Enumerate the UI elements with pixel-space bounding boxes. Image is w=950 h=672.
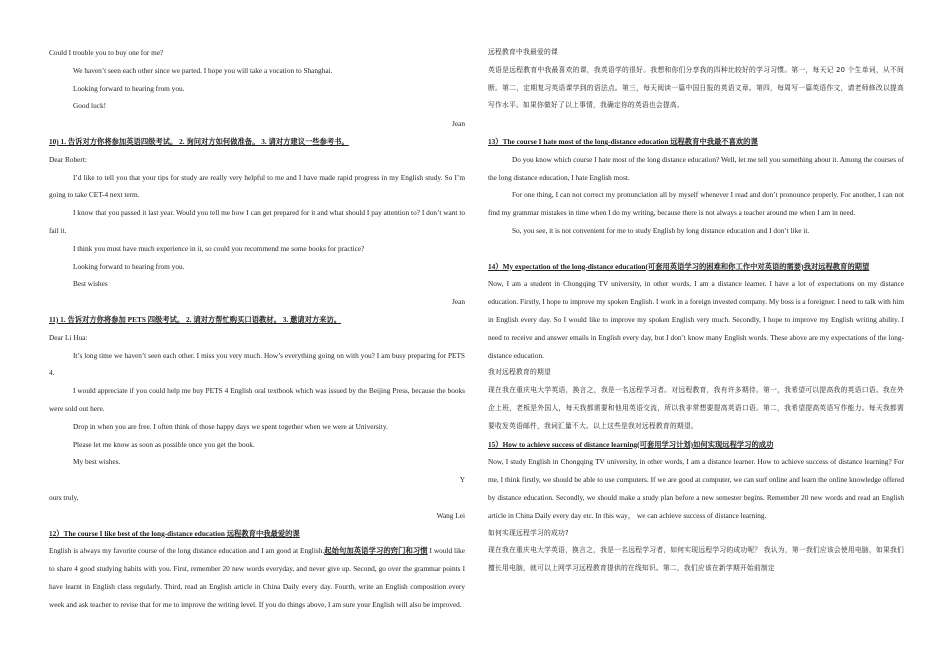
section-heading-15: 15）How to achieve success of distance learning(可套用学习计划)如何实现远程学习的成功 (488, 439, 774, 449)
paragraph-text: I would like to share 4 good studying habits with you. First, remember 20 new words everyday, and never give up. Second, go over the grammar points I have learnt in English class regularly. Third, read an English article in China Daily every day. Fourth, write an English composition every week and ask teacher to revise that for me to improve the writing level. If you do things above, I am sure your English will also be improved. (49, 546, 465, 609)
text-line: 远程教育中我最爱的课 (488, 48, 558, 56)
paragraph: Now, I study English in Chongqing TV university, in other words, I am a distance learner. How to achieve success of distance learning? For me, I think firstly, we should be able to use computers. If we are good at computer, we can surf online and learn the online knowledge offered by distance education. Secondly, we should make a study plan before a new semester begins. Remember 20 new words and read an English article in China Daily every day etc. In this way， we can achieve success of distance learning. (488, 457, 904, 520)
text-line: Y (459, 475, 465, 485)
section-heading-14: 14）My expectation of the long-distance education(可套用英语学习的困难和你工作中对英语的需要)我对远程教育的期望 (488, 261, 870, 271)
paragraph: I’d like to tell you that your tips for study are really very helpful to me and I have made rapid progress in my English study. So I’m going to take CET-4 next term. (49, 172, 465, 200)
signature: Jean (452, 297, 465, 307)
paragraph: So, you see, it is not convenient for me to study English by long distance education and I don’t like it. (512, 225, 810, 235)
signature: Wang Lei (436, 510, 465, 520)
paragraph-text: English is always my favorite course of the long distance education and I am good at English. (49, 546, 325, 556)
paragraph: 现在我在重庆电大学英语，换言之，我是一名远程学习者，如何实现远程学习的成功呢？ 我认为，第一我们应该会使用电脑，如果我们擅长用电脑，就可以上网学习远程教育提供的在线知识。第二，我们应该在新学期开始前制定 (488, 546, 904, 573)
text-line: We haven’t seen each other since we parted. I hope you will take a vocation to Shanghai. (73, 65, 333, 75)
paragraph: I know that you passed it last year. Would you tell me how I can get prepared for it and what should I pay attention to? I don’t want to fail it. (49, 208, 465, 235)
paragraph (49, 542, 465, 613)
paragraph: 英语是远程教育中我最喜欢的课，我英语学的很好。我想和你们分享我的四种比较好的学习习惯。第一，每天记 20 个生单词，从不间断。第二，定期复习英语课学到的语法点。第三，每天阅读一篇中国日报的英语文章。第四，每周写一篇英语作文，请老师修改以提高写作水平。如果你做好了以上事情，我确定你的英语也会提高。 (488, 65, 904, 110)
text-line: 我对远程教育的期望 (488, 368, 551, 377)
text-line: Looking forward to hearing from you. (73, 83, 185, 93)
text-line: Please let me know as soon as possible once you get the book. (73, 439, 255, 449)
text-line: ours truly, (49, 492, 79, 502)
highlighted-note: 起始句加英语学习的窍门和习惯 (324, 546, 428, 556)
text-line: Looking forward to hearing from you. (73, 261, 185, 271)
signature: Jean (452, 119, 465, 129)
paragraph: I would appreciate if you could help me buy PETS 4 English oral textbook which was issued by the Beijing Press, because the books were sold out here. (49, 386, 465, 413)
paragraph: Drop in when you are free. I often think of those happy days we spent together when we were at University. (73, 421, 388, 431)
text-line: Best wishes (73, 279, 108, 289)
section-heading-11: 11) 1. 告诉对方你将参加 PETS 四级考试。 2. 请对方帮忙购买口语教材。 3. 邀请对方来访。 (49, 314, 342, 324)
paragraph: 现在我在重庆电大学英语，换言之，我是一名远程学习者。对远程教育，我有许多期待。第一，我希望可以提高我的英语口语。我在外企上班，老板是外国人，每天我都需要和他用英语交流，所以我非常想要提高英语口语。第二，我希望提高英语写作能力。每天我都需要收发英语邮件，我词汇量不大。以上这些是我对远程教育的期望。 (488, 386, 904, 430)
left-column (49, 44, 465, 614)
section-heading-12: 12）The course I like best of the long-distance education 远程教育中我最爱的课 (49, 528, 300, 538)
text-line: Good luck! (73, 101, 107, 111)
section-heading-13: 13）The course I hate most of the long-distance education 远程教育中我最不喜欢的课 (488, 136, 758, 146)
salutation: Dear Robert: (49, 154, 87, 164)
paragraph: I think you must have much experience in it, so could you recommend me some books for practice? (73, 243, 365, 253)
text-line: 如何实现远程学习的成功? (488, 528, 569, 537)
paragraph: Now, I am a student in Chongqing TV university, in other words, I am a distance learner. I have a lot of expectations on my distance education. Firstly, I hope to improve my spoken English. I work in a foreign invested company. My boss is a foreigner. I need to talk with him in English every day. So I would like to improve my spoken English very much. Secondly, I hope to improve my English writing ability. I need to receive and answer emails in English every day, but I don’t know many English words. These above are my expectations of the long-distance education. (488, 279, 904, 360)
spacer (488, 240, 904, 258)
section-heading-10: 10) 1. 告诉对方你将参加英语四级考试。 2. 询问对方如何做准备。 3. 请对方建议一些参考书。 (49, 136, 349, 146)
text-line: Could I trouble you to buy one for me? (49, 48, 164, 57)
paragraph: It’s long time we haven’t seen each other. I miss you very much. How’s everything going on with you? I am busy preparing for PETS 4. (49, 350, 465, 378)
text-line: My best wishes. (73, 457, 121, 467)
right-column (488, 44, 904, 578)
paragraph: Do you know which course I hate most of the long distance education? Well, let me tell you something about it. Among the courses of the long distance education, I hate English most. (488, 154, 904, 182)
paragraph: For one thing, I can not correct my pronunciation all by myself whenever I read and don’t pronounce properly. For another, I can not find my grammar mistakes in time when I do my writing, because there is not always a teacher around me when I am in need. (488, 190, 904, 218)
spacer (488, 115, 904, 133)
salutation: Dear Li Hua: (49, 332, 88, 342)
